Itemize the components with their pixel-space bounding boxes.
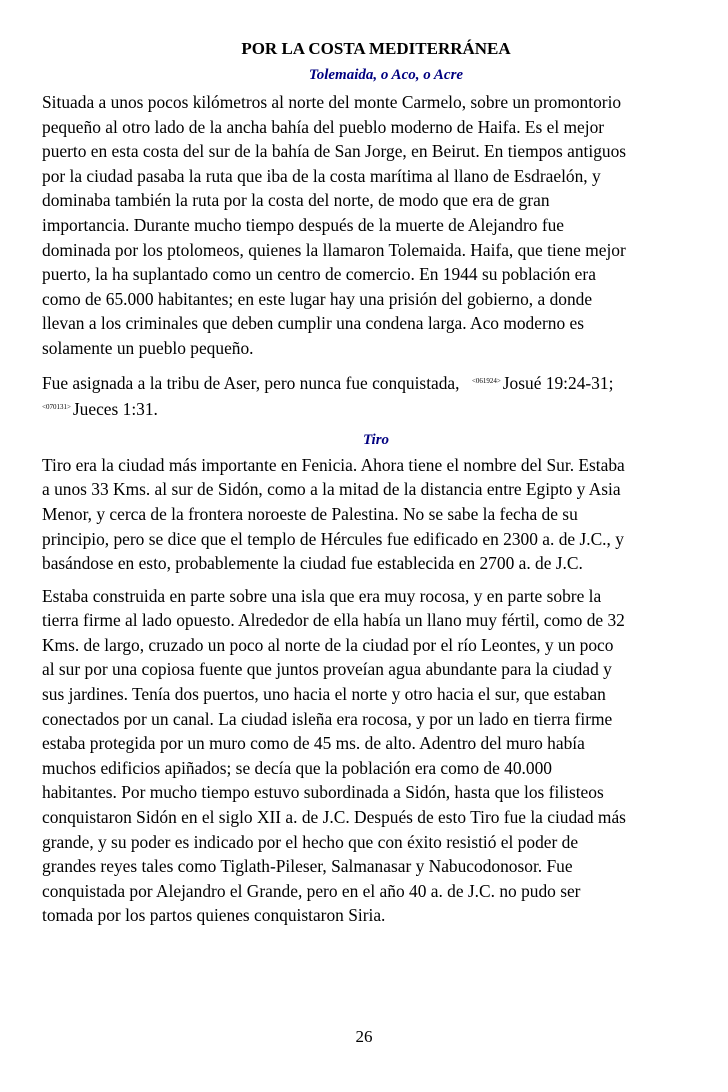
- text-line: importancia. Durante mucho tiempo después de la muerte de Alejandro fue: [42, 214, 565, 235]
- paragraph-tolemaida-description: [42, 90, 690, 361]
- section-heading-tiro: Tiro: [362, 431, 390, 448]
- reference-intro-text: Fue asignada a la tribu de Aser, pero nunca fue conquistada,: [42, 372, 460, 393]
- text-line: dominaba también la ruta por la costa del norte, de modo que era de gran: [42, 190, 550, 211]
- scripture-reference-text: Josué 19:24-31;: [502, 372, 614, 393]
- text-line: conquistaron Sidón en el siglo XII a. de J.C. Después de esto Tiro fue la ciudad más: [42, 807, 626, 828]
- text-line: grande, y su poder es indicado por el hecho que con éxito resistió el poder de: [42, 831, 579, 852]
- scripture-reference-code[interactable]: <061924>: [471, 376, 501, 385]
- text-line: conectados por un canal. La ciudad isleña era rocosa, y por un lado en tierra firme: [42, 708, 613, 729]
- text-line: llevan a los criminales que deben cumplir una condena larga. Aco moderno es: [42, 313, 584, 334]
- text-line: Tiro era la ciudad más importante en Fenicia. Ahora tiene el nombre del Sur. Estaba: [42, 454, 625, 475]
- text-line: habitantes. Por mucho tiempo estuvo subordinada a Sidón, hasta que los filisteos: [42, 782, 604, 803]
- text-line: Kms. de largo, cruzado un poco al norte de la ciudad por el río Leontes, y un poco: [42, 634, 614, 655]
- text-line: estaba protegida por un muro como de 45 ms. de alto. Adentro del muro había: [42, 733, 585, 754]
- text-line: pequeño al otro lado de la ancha bahía del pueblo moderno de Haifa. Es el mejor: [42, 116, 605, 137]
- text-line: basándose en esto, probablemente la ciudad fue establecida en 2700 a. de J.C.: [42, 553, 583, 574]
- text-line: al sur por una copiosa fuente que juntos proveían agua abundante para la ciudad y: [42, 659, 612, 680]
- text-line: Situada a unos pocos kilómetros al norte del monte Carmelo, sobre un promontorio: [42, 92, 622, 112]
- paragraph-tiro-description: [42, 584, 690, 928]
- text-line: [42, 369, 690, 396]
- text-line: tomada por los partos quienes conquistaron Siria.: [42, 905, 386, 926]
- text-line: principio, pero se dice que el templo de Hércules fue edificado en 2300 a. de J.C., y: [42, 528, 624, 549]
- text-line: puerto en esta costa del sur de la bahía de San Jorge, en Beirut. En tiempos antiguos: [42, 141, 627, 162]
- text-line: tierra firme al lado opuesto. Alrededor de ella había un llano muy fértil, como de 32: [42, 610, 625, 631]
- text-line: [42, 395, 690, 422]
- text-line: como de 65.000 habitantes; en este lugar hay una prisión del gobierno, a donde: [42, 288, 593, 309]
- text-line: grandes reyes tales como Tiglath-Pileser, Salmanasar y Nabucodonosor. Fue: [42, 856, 573, 877]
- text-line: puerto, la ha suplantado como un centro de comercio. En 1944 su población era: [42, 264, 596, 285]
- paragraph-tiro-intro: [42, 453, 690, 576]
- text-line: conquistada por Alejandro el Grande, pero en el año 40 a. de J.C. no pudo ser: [42, 880, 581, 901]
- page-title: POR LA COSTA MEDITERRÁNEA: [241, 39, 511, 58]
- text-line: Menor, y cerca de la frontera noroeste de Palestina. No se sabe la fecha de su: [42, 503, 578, 524]
- text-line: Estaba construida en parte sobre una isla que era muy rocosa, y en parte sobre la: [42, 585, 602, 606]
- scripture-reference-text: Jueces 1:31.: [72, 399, 158, 420]
- scripture-reference-code[interactable]: <070131>: [42, 403, 71, 412]
- text-line: a unos 33 Kms. al sur de Sidón, como a la mitad de la distancia entre Egipto y Asia: [42, 479, 621, 500]
- page-number: 26: [355, 1027, 373, 1046]
- text-line: muchos edificios apiñados; se decía que la población era como de 40.000: [42, 757, 552, 778]
- text-line: dominada por los ptolomeos, quienes la llamaron Tolemaida. Haifa, que tiene mejor: [42, 239, 626, 260]
- paragraph-tolemaida-references: [42, 369, 690, 422]
- text-line: por la ciudad pasaba la ruta que iba de la costa marítima al llano de Esdraelón, y: [42, 165, 601, 186]
- document-page: [42, 38, 690, 936]
- section-heading-tolemaida: Tolemaida, o Aco, o Acre: [308, 67, 464, 83]
- text-line: solamente un pueblo pequeño.: [42, 337, 254, 358]
- text-line: sus jardines. Tenía dos puertos, uno hacia el norte y otro hacia el sur, que estaban: [42, 684, 606, 705]
